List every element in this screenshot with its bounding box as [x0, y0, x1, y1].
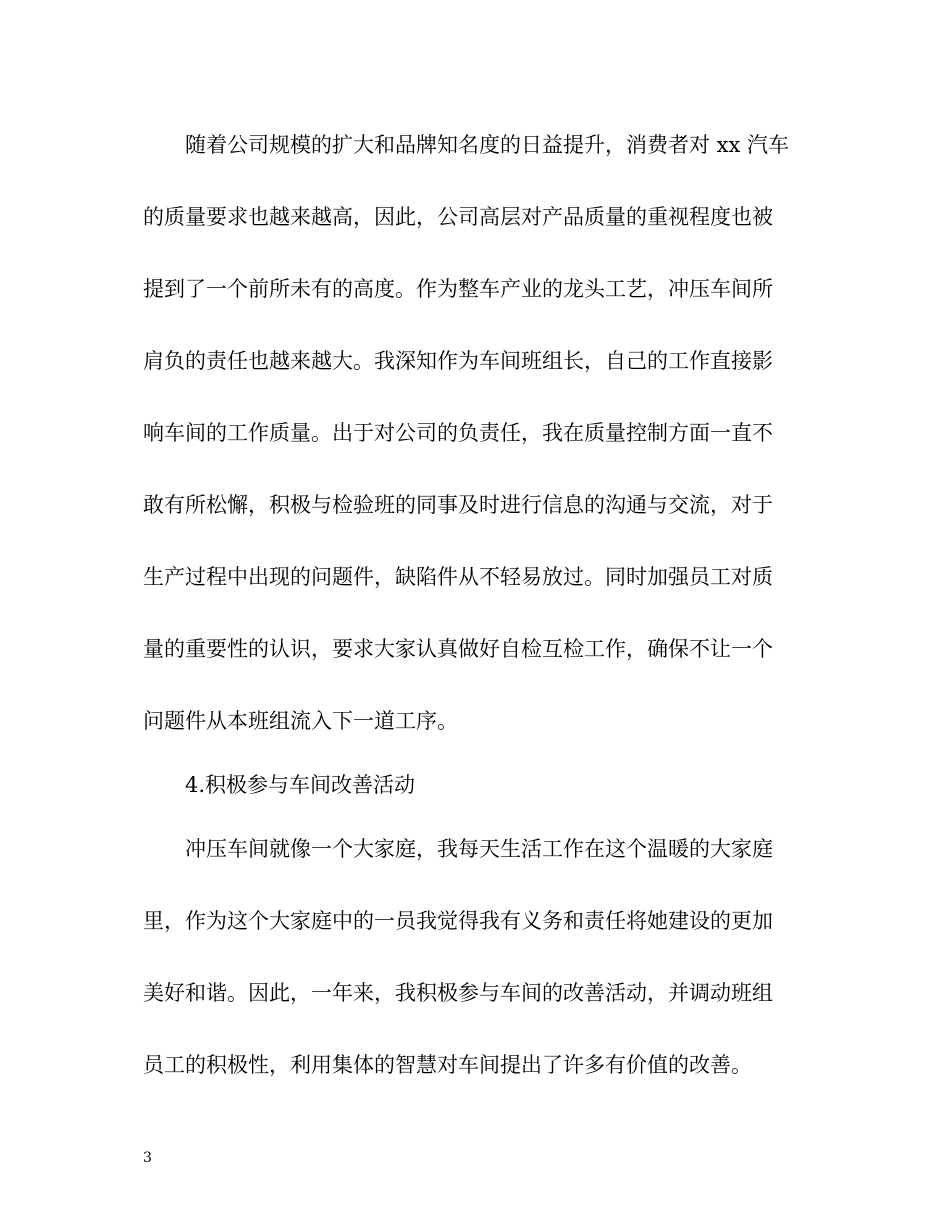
paragraph-1-line-9: 问题件从本班组流入下一道工序。 — [143, 709, 458, 733]
paragraph-1-line-3: 提到了一个前所未有的高度。作为整车产业的龙头工艺，冲压车间所 — [143, 277, 773, 301]
paragraph-2-line-4: 员工的积极性，利用集体的智慧对车间提出了许多有价值的改善。 — [143, 1053, 752, 1077]
paragraph-1-line-1: 随着公司规模的扩大和品牌知名度的日益提升，消费者对 xx 汽车 — [185, 133, 790, 157]
section-heading-4: 4.积极参与车间改善活动 — [185, 773, 416, 797]
paragraph-1-line-5: 响车间的工作质量。出于对公司的负责任，我在质量控制方面一直不 — [143, 421, 773, 445]
paragraph-2-line-3: 美好和谐。因此，一年来，我积极参与车间的改善活动，并调动班组 — [143, 981, 773, 1005]
paragraph-1-line-6: 敢有所松懈，积极与检验班的同事及时进行信息的沟通与交流，对于 — [143, 493, 773, 517]
page-number: 3 — [143, 1150, 152, 1166]
paragraph-2-line-1: 冲压车间就像一个大家庭，我每天生活工作在这个温暖的大家庭 — [185, 837, 773, 861]
paragraph-1-line-8: 量的重要性的认识，要求大家认真做好自检互检工作，确保不让一个 — [143, 637, 773, 661]
paragraph-1-line-4: 肩负的责任也越来越大。我深知作为车间班组长，自己的工作直接影 — [143, 349, 773, 373]
paragraph-1-line-7: 生产过程中出现的问题件，缺陷件从不轻易放过。同时加强员工对质 — [143, 565, 773, 589]
paragraph-1-line-2: 的质量要求也越来越高，因此，公司高层对产品质量的重视程度也被 — [143, 205, 773, 229]
paragraph-2-line-2: 里，作为这个大家庭中的一员我觉得我有义务和责任将她建设的更加 — [143, 909, 773, 933]
